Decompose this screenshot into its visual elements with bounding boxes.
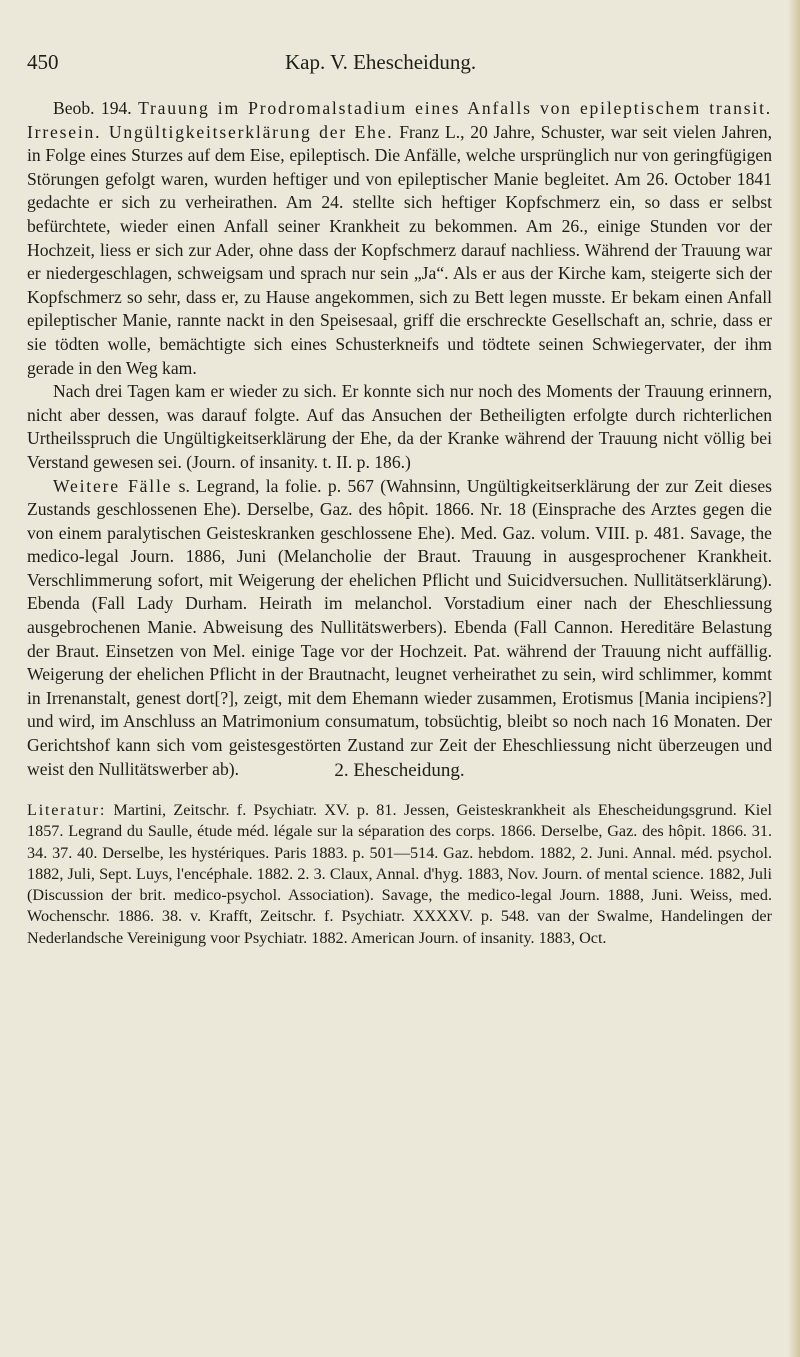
observation-lead: Beob. 194. bbox=[53, 98, 132, 118]
observation-paragraph-2: Nach drei Tagen kam er wieder zu sich. Er konnte sich nur noch des Moments der Trauung erinnern, nicht aber dessen, was darauf folgte. Auf das Ansuchen der Betheiligten erfolgte durch richterlichen Urtheilsspruch die Ungültigkeitserklärung der Ehe, da der Kranke während der Trauung nicht völlig bei Verstand gewesen sei. (Journ. of insanity. t. II. p. 186.) bbox=[27, 381, 772, 472]
further-cases-body: s. Legrand, la folie. p. 567 (Wahnsinn, Ungültigkeitserklärung der zur Zeit dieses Zustands geschlossenen Ehe). Derselbe, Gaz. des hôpit. 1866. Nr. 18 (Einsprache des Arztes gegen die von einem paralytischen Geisteskranken geschlossene Ehe). Med. Gaz. volum. VIII. p. 481. Savage, the medico-legal Journ. 1886, Juni (Melancholie der Braut. Trauung in ausgesprochener Krankheit. Verschlimmerung sofort, mit Weigerung der ehelichen Pflicht und Suicidversuchen. Nullitätserklärung). Ebenda (Fall Lady Durham. Heirath im melanchol. Vorstadium einer nach der Eheschliessung ausgebrochenen Manie. Abweisung des Nullitätswerbers). Ebenda (Fall Cannon. Hereditäre Belastung der Braut. Einsetzen von Mel. einige Tage vor der Hochzeit. Pat. während der Trauung nicht auffällig. Weigerung der ehelichen Pflicht in der Brautnacht, leugnet verheirathet zu sein, wird schlimmer, kommt in Irrenanstalt, genest dort[?], zeigt, mit dem Ehemann wieder zusammen, Erotismus [Mania incipiens?] und wird, im Anschluss an Matrimonium consumatum, tobsüchtig, bleibt so noch nach 16 Monaten. Der Gerichtshof kann sich vom geistesgestörten Zustand zur Zeit der Eheschliessung nicht überzeugen und weist den Nullitätswerber ab). bbox=[27, 475, 772, 779]
section-heading: 2. Ehescheidung. bbox=[334, 760, 465, 781]
running-title: Kap. V. Ehescheidung. bbox=[285, 50, 477, 74]
observation-title: Trauung im Prodromalstadium eines Anfalls von epileptischem transit. Irresein. Ungültigkeitserklärung der Ehe. bbox=[27, 98, 772, 142]
further-cases-lead: Weitere Fälle bbox=[53, 475, 173, 496]
page-header bbox=[27, 50, 772, 80]
page-edge-shadow bbox=[788, 0, 800, 1357]
further-cases-paragraph bbox=[27, 475, 772, 782]
page-number: 450 bbox=[27, 50, 59, 74]
observation-body: Franz L., 20 Jahre, Schuster, war seit vielen Jahren, in Folge eines Sturzes auf dem Eise, epileptisch. Die Anfälle, welche ursprünglich nur von geringfügigen Störungen gefolgt waren, wurden heftiger und von epileptischer Manie begleitet. Am 26. October 1841 gedachte er sich zu verheirathen. Am 24. stellte sich heftiger Kopfschmerz ein, so dass er selbst befürchtete, wieder einen Anfall seiner Krankheit zu bekommen. Am 26., einige Stunden vor der Hochzeit, liess er sich zur Ader, ohne dass der Kopfschmerz darauf nachliess. Während der Trauung war er niedergeschlagen, schweigsam und sprach nur sein „Ja“. Als er aus der Kirche kam, steigerte sich der Kopfschmerz so sehr, dass er, zu Hause angekommen, sich zu Bett legen musste. Er bekam einen Anfall epileptischer Manie, rannte nackt in den Speisesaal, griff die erschreckte Gesellschaft an, schrie, dass er sie tödten wolle, bemächtigte sich eines Schusterkneifs und tödtete seinen Schwiegervater, der ihm gerade in den Weg kam. bbox=[27, 121, 772, 378]
literature-paragraph bbox=[27, 800, 772, 949]
literature-lead: Literatur: bbox=[27, 801, 107, 819]
literature-body: Martini, Zeitschr. f. Psychiatr. XV. p. 81. Jessen, Geisteskrankheit als Ehescheidungsgrund. Kiel 1857. Legrand du Saulle, étude méd. légale sur la séparation des corps. 1866. Derselbe, Gaz. des hôpit. 1866. 31. 34. 37. 40. Derselbe, les hystériques. Paris 1883. p. 501—514. Gaz. hebdom. 1882, 2. Juni. Annal. méd. psychol. 1882, Juli, Sept. Luys, l'encéphale. 1882. 2. 3. Claux, Annal. d'hyg. 1883, Nov. Journ. of mental science. 1882, Juli (Discussion der brit. medico-psychol. Association). Savage, the medico-legal Journ. 1888, Juni. Weiss, med. Wochenschr. 1886. 38. v. Krafft, Zeitschr. f. Psychiatr. XXXXV. p. 548. van der Swalme, Handelingen der Nederlandsche Vereinigung voor Psychiatr. 1882. American Journ. of insanity. 1883, Oct. bbox=[27, 801, 772, 947]
observation-paragraph bbox=[27, 97, 772, 380]
literature-block bbox=[27, 800, 772, 949]
main-text bbox=[27, 97, 772, 781]
